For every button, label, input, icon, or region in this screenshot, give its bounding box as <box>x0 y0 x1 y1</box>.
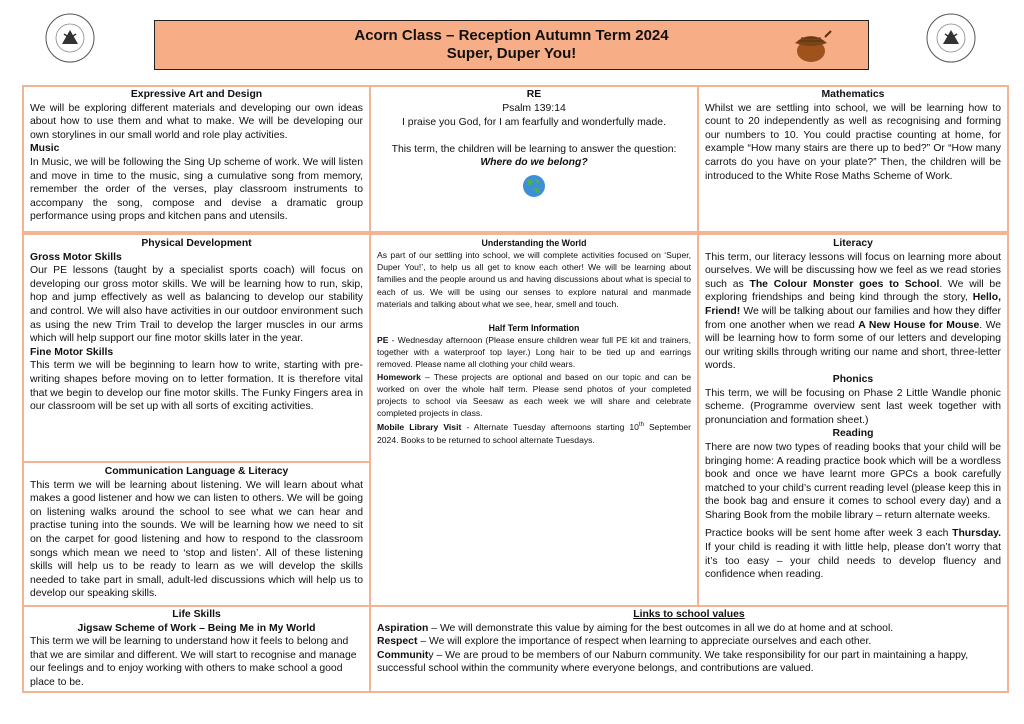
literacy-text-part: This term, our literacy lessons will focus on learning more about ourselves. We will be discussing how we feel as we read stories such as <box>705 251 1001 290</box>
school-logo-icon <box>44 12 96 64</box>
phonics-heading: Phonics <box>832 373 874 385</box>
life-subheading: Jigsaw Scheme of Work – Being Me in My World <box>77 622 316 634</box>
reading-text: There are now two types of reading books that your child will be bringing home: A reading practice book which will be a wordless book and once we have learnt more GPCs a book carefully matched to your child’s current reading level (please keep this in the book bag and ensure it comes to school every day) and a Sharing Book from the mobile library – return alternate weeks. <box>705 441 1001 521</box>
section-heading: Literacy <box>833 238 873 249</box>
school-logo-icon <box>925 12 977 64</box>
pe-label: PE <box>377 335 389 346</box>
community-label: Communit <box>377 649 429 661</box>
music-heading: Music <box>30 143 60 155</box>
community-text: – We are proud to be members of our Naburn community. We take responsibility for our part in maintaining a happy, successful school within the community where everyone belongs, and contributions are valued. <box>377 649 969 675</box>
community-value <box>371 649 1007 676</box>
practice-day: Thursday. <box>952 528 1001 540</box>
section-heading: Physical Development <box>141 238 252 249</box>
practice-text-part: If your child is reading it with little help, please don’t worry that it’s too easy – your child needs to develop fluency and confidence when reading. <box>705 542 1001 581</box>
library-text-b: September 2024. Books to be returned to school alternate Tuesdays. <box>377 422 691 445</box>
community-label-tail: y <box>428 649 434 661</box>
practice-books-text <box>699 527 1007 581</box>
aspiration-text: – We will demonstrate this value by aiming for the best outcomes in all we do at home and at school. <box>428 622 894 634</box>
homework-label: Homework <box>377 371 421 382</box>
aspiration-label: Aspiration <box>377 622 429 634</box>
expressive-art-section <box>22 85 371 233</box>
life-skills-section <box>22 605 371 693</box>
expressive-text: We will be exploring different materials and developing our own ideas about how to use them and what to make. We will be developing our own storylines in our small world and role play activities. <box>30 102 363 141</box>
literacy-text-part: We will be talking about our families and how they differ from one another when we read <box>705 305 1001 331</box>
library-text: - Alternate Tuesday afternoons starting 10 <box>461 422 639 433</box>
maths-text: Whilst we are settling into school, we will be learning how to count to 20 independently as well as recognising and forming our numbers to 10. You could practise counting at home, for example “How many stairs are there up to bed?” Or “How many carrots do you have on your plate?” Then, the children will be introduced to the White Rose Maths Scheme of Work. <box>705 102 1001 182</box>
fine-motor-heading: Fine Motor Skills <box>30 346 114 358</box>
mathematics-section <box>697 85 1009 233</box>
pe-info <box>371 334 697 371</box>
school-values-section <box>369 605 1009 693</box>
respect-value <box>371 635 1007 649</box>
fine-motor-text: This term we will be beginning to learn how to write, starting with pre-writing shapes before moving on to letter formation. It is therefore vital that we begin to develop our fine motor skills. The Funky Fingers area in our classroom will be set up with all sorts of exciting activities. <box>30 360 363 413</box>
music-text: In Music, we will be following the Sing Up scheme of work. We will listen and move in time to the music, sing a cumulative song from memory, remember the order of the verses, play classroom instruments to accompany the song, compose and devise a dramatic group performance using props and kitchen pans and utensils. <box>30 156 363 223</box>
book-title: A New House for Mouse <box>858 319 980 331</box>
gross-motor-heading: Gross Motor Skills <box>30 251 122 263</box>
homework-text: – These projects are optional and based on our topic and can be worked on over the whole half term. Please send photos of your completed projects to school via Seesaw as each week we will share and celebrate completed projects in class. <box>377 371 691 419</box>
phonics-text: This term, we will be focusing on Phase 2 Little Wandle phonic scheme. (Programme overview sent last week together with pronunciation and formation sheet.) <box>705 387 1001 426</box>
communication-text: This term we will be learning about listening. We will learn about what makes a good listener and how we can listen to others. We will be going on listening walks around the school to see what we can hear and practise tuning into the sounds. We will be learning how we need to sit on the carpet for good listening and how to respond to the classroom songs which mean we need to ‘stop and listen’. All of these listening skills will help us to be ready to learn as we will develop the skills needed to take part in small, adult-led discussions which will help us to develop our speaking skills. <box>30 479 363 600</box>
section-heading: Mathematics <box>821 89 885 100</box>
page-title: Acorn Class – Reception Autumn Term 2024 <box>354 27 669 44</box>
re-intro: This term, the children will be learning to answer the question: <box>391 143 677 155</box>
homework-info <box>371 371 697 420</box>
section-heading: Expressive Art and Design <box>130 89 263 100</box>
physical-development-section <box>22 233 371 463</box>
library-label: Mobile Library Visit <box>377 422 462 433</box>
half-term-heading: Half Term Information <box>488 323 580 334</box>
globe-icon <box>522 174 546 198</box>
respect-text: – We will explore the importance of respect when learning to appreciate ourselves and each other. <box>417 636 872 648</box>
library-sup: th <box>638 422 644 429</box>
literacy-text-part: . We will be exploring friendships and being kind through the story, <box>705 278 1001 304</box>
book-title: The Colour Monster goes to School <box>749 278 940 290</box>
life-text: This term we will be learning to understand how it feels to belong and that we are similar and different. We will start to recognise and manage our feelings and to enjoy working with others to make school a good place to be. <box>30 636 357 688</box>
acorn-icon <box>789 25 835 65</box>
page-subtitle: Super, Duper You! <box>446 45 577 62</box>
re-question: Where do we belong? <box>480 157 588 169</box>
practice-text-part: Practice books will be sent home after week 3 each <box>705 528 953 540</box>
section-heading: Life Skills <box>172 609 221 620</box>
gross-motor-text: Our PE lessons (taught by a specialist sports coach) will focus on developing our gross motor skills. We will be learning how to run, skip, hop and jump effectively as well as balancing to develop our stability and control. We will also have activities in our outdoor environment such as using the new Trim Trail to develop the larger muscles in our arms which will help support our fine motor skills later in the year. <box>30 265 363 345</box>
respect-label: Respect <box>377 636 418 648</box>
literacy-text-part: . We will be learning how to form some of our letters and developing our writing skills through writing our name and short, three-letter words. <box>705 319 1002 372</box>
book-title: Hello, Friend! <box>705 292 1001 317</box>
re-section <box>369 85 699 233</box>
title-banner <box>154 20 869 70</box>
psalm-reference: Psalm 139:14 <box>502 102 566 114</box>
pe-text: - Wednesday afternoon (Please ensure children wear full PE kit and trainers, together with a waterproof top layer.) Long hair to be tied up and earrings removed. Please name all clothing your child wears. <box>377 335 691 370</box>
library-info <box>371 419 697 445</box>
reading-heading: Reading <box>832 428 874 440</box>
psalm-quote: I praise you God, for I am fearfully and wonderfully made. <box>402 117 666 129</box>
section-heading: Communication Language & Literacy <box>104 466 289 477</box>
section-heading: Understanding the World <box>481 238 587 248</box>
literacy-section <box>697 233 1009 607</box>
section-heading: Links to school values <box>633 609 745 620</box>
communication-section <box>22 461 371 607</box>
understanding-world-section <box>369 233 699 607</box>
literacy-text <box>699 251 1007 373</box>
world-text: As part of our settling into school, we will complete activities focused on ‘Super, Duper You!’, to help us all get to know each other! We will be learning about families and the people around us and having discussions about what is special to each of us. We will be using our senses to explore natural and manmade materials and talking about what we see, hear, smell and touch. <box>377 250 691 309</box>
aspiration-value <box>371 622 1007 636</box>
section-heading: RE <box>526 89 542 100</box>
